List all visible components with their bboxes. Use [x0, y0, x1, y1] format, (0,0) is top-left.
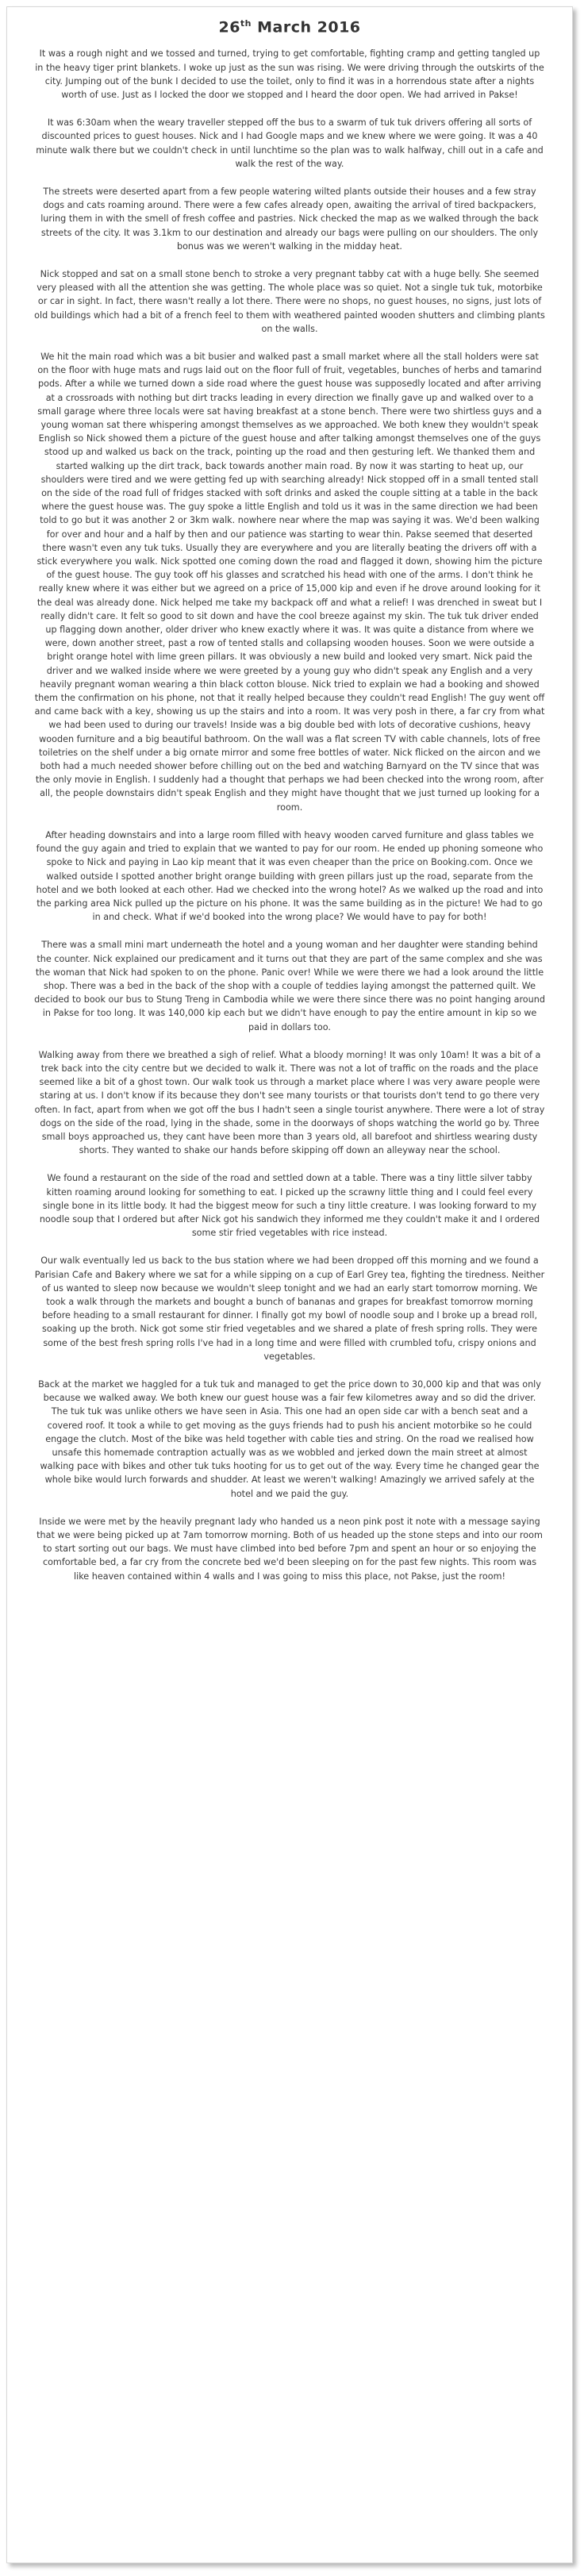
- paragraph: Nick stopped and sat on a small stone bench to stroke a very pregnant tabby cat with a huge belly. She seemed very pleased with all the attention she was getting. The whole place was so quiet. Not a single tuk tuk, motorbike or car in sight. In fact, there wasn't really a lot there. There were no shops, no guest houses, no signs, just lots of old buildings which had a bit of a french feel to them with weathered painted wooden shutters and climbing plants on the walls.: [34, 268, 545, 334]
- paragraph: We hit the main road which was a bit busier and walked past a small market where all the stall holders were sat on the floor with huge mats and rugs laid out on the floor full of fruit, vegetables, bunches of herbs and tamarind pods. After a while we turned down a side road where the guest house was supposedly located and after arriving at a crossroads with nothing but dirt tracks leading in every direction we finally gave up and walked over to a small garage where three locals were sat having breakfast at a stone bench. There were two shirtless guys and a young woman sat there whispering amongst themselves as we approached. We both knew they wouldn't speak English so Nick showed them a picture of the guest house and after talking amongst themselves one of the guys stood up and walked us back on the track, pointing up the road and then gesturing left. We thanked them and started walking up the dirt track, back towards another main road. By now it was starting to heat up, our shoulders were tired and we were getting fed up with searching already! Nick stopped off in a small tented stall on the side of the road full of fridges stacked with soft drinks and asked the couple sitting at a table in the back where the guest house was. The guy spoke a little English and told us it was in the same direction we had been told to go but it was another 2 or 3km walk. nowhere near where the map was saying it was. We'd been walking for over and hour and a half by then and our patience was starting to wear thin. Pakse seemed that deserted there wasn't even any tuk tuks. Usually they are everywhere and you are literally beating the drivers off with a stick everywhere you walk. Nick spotted one coming down the road and flagged it down, showing him the picture of the guest house. The guy took off his glasses and scratched his head with one of the arms. I don't think he really knew where it was either but we agreed on a price of 15,000 kip and even if he drove around looking for it the deal was already done. Nick helped me take my backpack off and what a relief! I was drenched in sweat but I really didn't care. It felt so good to sit down and have the cool breeze against my skin. The tuk tuk driver ended up flagging down another, older driver who knew exactly where it was. It was quite a distance from where we were, down another street, past a row of tented stalls and collapsing wooden houses. Soon we were outside a bright orange hotel with lime green pillars. It was obviously a new build and looked very smart. Nick paid the driver and we walked inside where we were greeted by a young guy who didn't speak any English and a very heavily pregnant woman wearing a thin black cotton blouse. Nick tried to explain we had a booking and showed them the confirmation on his phone, not that it really helped because they couldn't read English! The guy went off and came back with a key, showing us up the stairs and into a room. It was very posh in there, a far cry from what we had been used to during our travels! Inside was a big double bed with lots of decorative cushions, heavy wooden furniture and a big beautiful bathroom. On the wall was a flat screen TV with cable channels, lots of free toiletries on the shelf under a big ornate mirror and some free bottles of water. Nick flicked on the aircon and we both had a much needed shower before chilling out on the bed and watching Barnyard on the TV since that was the only movie in English. I suddenly had a thought that perhaps we had been checked into the wrong room, after all, the people downstairs didn't speak English and they might have thought that we just turned up looking for a room.: [34, 351, 545, 813]
- date-suffix: th: [240, 18, 252, 29]
- paragraph: Walking away from there we breathed a sigh of relief. What a bloody morning! It was only 10am! It was a bit of a trek back into the city centre but we decided to walk it. There was not a lot of traffic on the roads and the place seemed like a bit of a ghost town. Our walk took us through a market place where I was very aware people were staring at us. I don't know if its because they don't see many tourists or that tourists don't tend to go there very often. In fact, apart from when we got off the bus I hadn't seen a single tourist anywhere. There were a lot of stray dogs on the side of the road, lying in the shade, some in the doorways of shops watching the world go by. Three small boys approached us, they cant have been more than 3 years old, all barefoot and shirtless wearing dusty shorts. They wanted to shake our hands before skipping off down an alleyway near the school.: [34, 1049, 545, 1156]
- journal-page: [6, 6, 573, 2563]
- paragraph: It was 6:30am when the weary traveller stepped off the bus to a swarm of tuk tuk drivers offering all sorts of discounted prices to guest houses. Nick and I had Google maps and we knew where we were going. It was a 40 minute walk there but we couldn't check in until lunchtime so the plan was to walk halfway, chill out in a cafe and walk the rest of the way.: [36, 117, 544, 169]
- paragraph: Inside we were met by the heavily pregnant lady who handed us a neon pink post it note with a message saying that we were being picked up at 7am tomorrow morning. Both of us headed up the stone steps and into our room to start sorting out our bags. We must have climbed into bed before 7pm and spent an hour or so enjoying the comfortable bed, a far cry from the concrete bed we'd been sleeping on for the past few nights. This room was like heaven contained within 4 walls and I was going to miss this place, not Pakse, just the room!: [36, 1516, 543, 1582]
- paragraph: Our walk eventually led us back to the bus station where we had been dropped off this morning and we found a Parisian Cafe and Bakery where we sat for a while sipping on a cup of Earl Grey tea, fighting the tiredness. Neither of us wanted to sleep now because we wouldn't sleep tonight and we had an early start tomorrow morning. We took a walk through the markets and bought a bunch of bananas and grapes for breakfast tomorrow morning before heading to a small restaurant for dinner. I finally got my bowl of noodle soup and I broke up a bread roll, soaking up the broth. Nick got some stir fried vegetables and we shared a plate of fresh spring rolls. They were some of the best fresh spring rolls I've had in a long time and were filled with crumbled tofu, crispy onions and vegetables.: [34, 1255, 545, 1362]
- paragraph: It was a rough night and we tossed and turned, trying to get comfortable, fighting cramp and getting tangled up in the heavy tiger print blankets. I woke up just as the sun was rising. We were driving through the outskirts of the city. Jumping out of the bunk I decided to use the toilet, only to find it was in a horrendous state after a nights worth of use. Just as I locked the door we stopped and I heard the door open. We had arrived in Pakse!: [35, 48, 544, 100]
- paragraph: After heading downstairs and into a large room filled with heavy wooden carved furniture and glass tables we found the guy again and tried to explain that we wanted to pay for our room. He ended up phoning someone who spoke to Nick and paying in Lao kip meant that it was even cheaper than the price on Booking.com. Once we walked outside I spotted another bright orange building with green pillars just up the road, separate from the hotel and we both looked at each other. Had we checked into the wrong hotel? As we walked up the road and into the parking area Nick pulled up the picture on his phone. It was the same building as in the picture! We had to go in and check. What if we'd booked into the wrong place? We would have to pay for both!: [36, 829, 544, 923]
- entry-date-title: [34, 18, 545, 36]
- paragraph: We found a restaurant on the side of the road and settled down at a table. There was a tiny little silver tabby kitten roaming around looking for something to eat. I picked up the scrawny little thing and I could feel every single bone in its little body. It had the biggest meow for such a tiny little creature. I was looking forward to my noodle soup that I ordered but after Nick got his sandwich they informed me they couldn't make it and I ordered some stir fried vegetables with rice instead.: [39, 1173, 540, 1239]
- date-day: 26: [218, 18, 240, 37]
- date-month-year: March 2016: [252, 18, 361, 37]
- paragraph: There was a small mini mart underneath the hotel and a young woman and her daughter were standing behind the counter. Nick explained our predicament and it turns out that they are part of the same complex and she was the woman that Nick had spoken to on the phone. Panic over! While we were there we had a look around the little shop. There was a bed in the back of the shop with a couple of teddies laying amongst the patterned quilt. We decided to book our bus to Stung Treng in Cambodia while we were there since there was no point hanging around in Pakse for too long. It was 140,000 kip each but we didn't have enough to pay the entire amount in kip so we paid in dollars too.: [34, 940, 545, 1032]
- paragraph: The streets were deserted apart from a few people watering wilted plants outside their houses and a few stray dogs and cats roaming around. There were a few cafes already open, awaiting the arrival of tired backpackers, luring them in with the smell of fresh coffee and pastries. Nick checked the map as we walked through the back streets of the city. It was 3.1km to our destination and already our bags were pulling on our shoulders. The only bonus was we weren't walking in the midday heat.: [40, 186, 539, 252]
- paragraph: Back at the market we haggled for a tuk tuk and managed to get the price down to 30,000 kip and that was only because we walked away. We both knew our guest house was a fair few kilometres away and so did the driver. The tuk tuk was unlike others we have seen in Asia. This one had an open side car with a bench seat and a covered roof. It took a while to get moving as the guys friends had to push his ancient motorbike so he could engage the clutch. Most of the bike was held together with cable ties and string. On the road we realised how unsafe this homemade contraption actually was as we wobbled and jerked down the main street at almost walking pace with bikes and other tuk tuks hooting for us to get out of the way. Every time he changed gear the whole bike would lurch forwards and shudder. At least we weren't walking! Amazingly we arrived safely at the hotel and we paid the guy.: [38, 1379, 541, 1499]
